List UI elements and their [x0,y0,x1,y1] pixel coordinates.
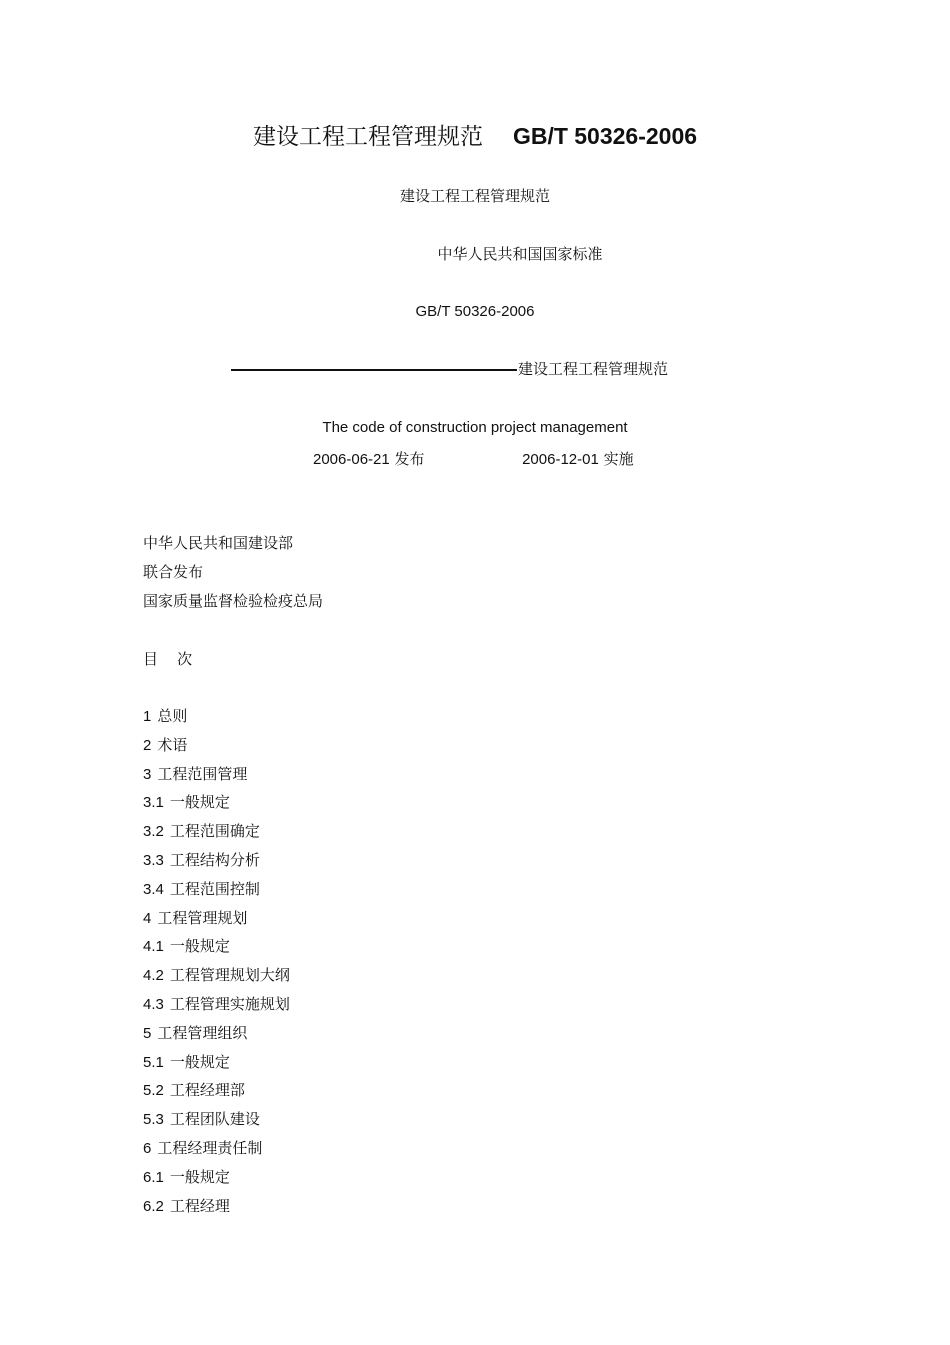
toc-item-number: 3.4 [143,880,164,898]
toc-item-number: 6 [143,1139,152,1157]
toc-item-title: 一般规定 [169,1052,230,1071]
horizontal-rule [231,369,517,371]
toc-item-number: 4.1 [143,938,164,956]
toc-item-title: 一般规定 [169,793,230,812]
toc-item [143,1137,290,1166]
effective-date: 2006-12-01 [522,451,599,468]
toc-item-title: 工程管理规划大纲 [169,966,290,985]
toc-item-title: 总则 [157,707,188,725]
toc-item-title: 工程管理实施规划 [169,994,290,1013]
issue-date: 2006-06-21 [313,451,390,468]
toc-item-title: 术语 [157,735,188,754]
toc-item-number: 3.1 [143,794,164,812]
main-title [0,118,950,151]
toc-item [143,964,290,993]
toc-item-title: 工程结构分析 [169,850,260,869]
toc-item [143,935,290,964]
issuer-1: 中华人民共和国建设部 [143,534,294,552]
english-title: The code of construction project management [322,419,628,436]
toc-item-number: 6.2 [143,1197,164,1215]
toc-item [143,993,290,1022]
joint-issue: 联合发布 [143,563,204,581]
toc-item-title: 工程范围管理 [157,764,248,783]
toc-item [143,1195,290,1224]
toc-item [143,849,290,878]
toc-item [143,734,290,763]
toc-heading: 目 次 [143,650,193,668]
issue-label: 发布 [394,450,425,468]
main-title-code: GB/T 50326-2006 [512,123,698,149]
effective-label: 实施 [603,450,634,468]
issuer-2: 国家质量监督检验检疫总局 [143,592,324,610]
toc-item-title: 工程管理规划 [157,908,248,927]
toc-item [143,1051,290,1080]
toc-item-number: 3 [143,765,152,783]
toc-item [143,907,290,936]
toc-item-number: 5.2 [143,1082,164,1100]
toc-item-title: 工程团队建设 [169,1110,260,1129]
toc-item-title: 一般规定 [169,1167,230,1186]
toc-item-number: 4.2 [143,967,164,985]
toc-item-title: 工程经理责任制 [157,1138,263,1157]
toc-item-number: 3.3 [143,851,164,869]
toc-item-title: 一般规定 [169,937,230,956]
toc-item-number: 4.3 [143,995,164,1013]
toc-item-title: 工程经理部 [169,1081,245,1100]
toc-item [143,763,290,792]
toc-item [143,1079,290,1108]
toc-item [143,1022,290,1051]
toc-item [143,1166,290,1195]
toc-item-number: 1 [143,708,152,725]
toc-item-number: 4 [143,909,152,927]
toc-item [143,820,290,849]
toc-item-number: 3.2 [143,823,164,841]
toc-item [143,791,290,820]
toc-item [143,1108,290,1137]
toc-item-title: 工程范围确定 [169,822,260,841]
toc-item-number: 2 [143,736,152,754]
toc-item-title: 工程管理组织 [157,1023,248,1042]
toc-item-number: 6.1 [143,1168,164,1186]
toc-item-title: 工程范围控制 [169,879,260,898]
toc-item-number: 5.1 [143,1053,164,1071]
table-of-contents [143,705,290,1223]
dates-line [313,448,634,469]
toc-item [143,878,290,907]
standard-type: 中华人民共和国国家标准 [437,245,603,263]
toc-item-number: 5 [143,1024,152,1042]
rule-title-text: 建设工程工程管理规范 [518,360,669,378]
standard-code: GB/T 50326-2006 [415,303,535,320]
toc-item-title: 工程经理 [169,1196,230,1215]
toc-item [143,705,290,734]
rule-title-line [231,358,668,379]
main-title-text: 建设工程工程管理规范 [252,124,483,150]
toc-item-number: 5.3 [143,1111,164,1129]
subtitle: 建设工程工程管理规范 [399,187,550,205]
